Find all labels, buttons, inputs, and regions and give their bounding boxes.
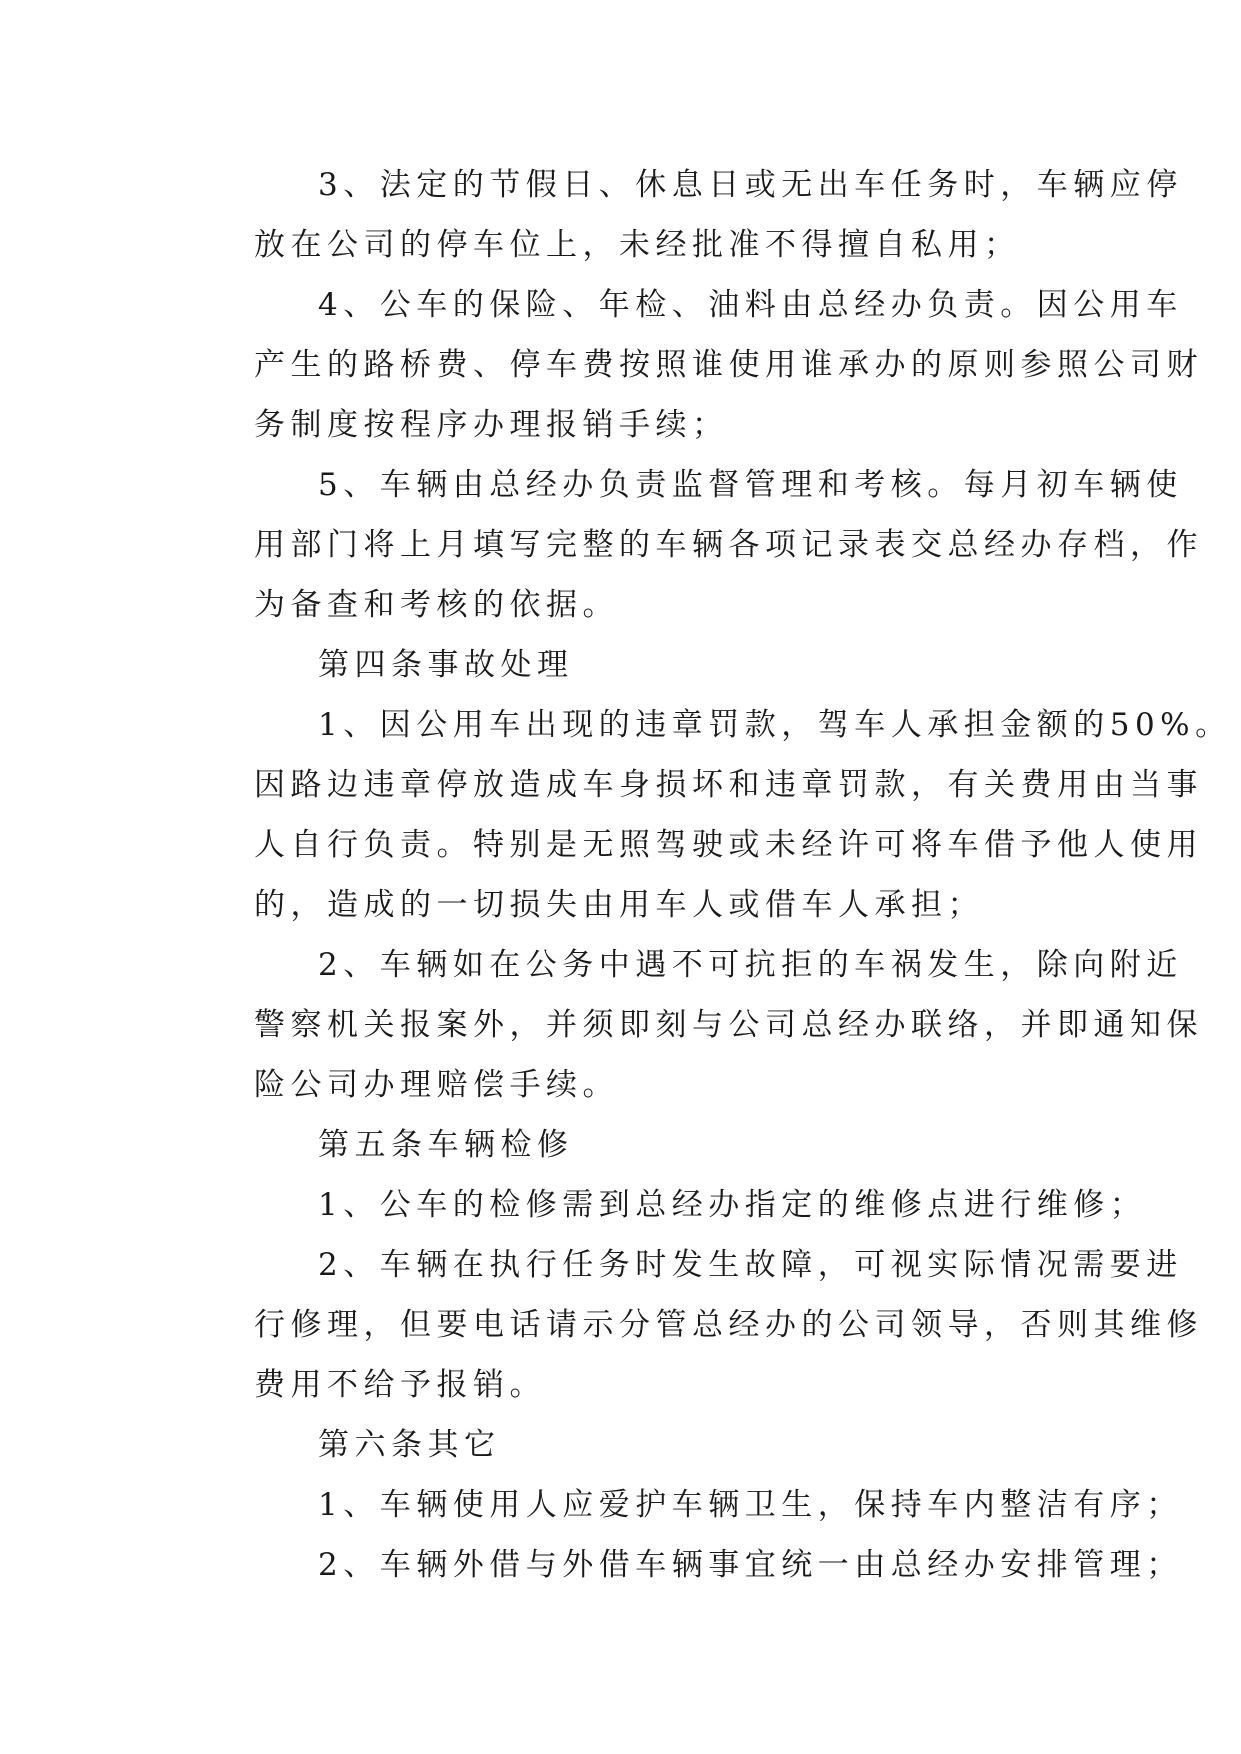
section-heading-article-6 bbox=[190, 1415, 1060, 1475]
paragraph-clause-6-1 bbox=[190, 1475, 1183, 1535]
section-heading-text: 第五条车辆检修 bbox=[318, 1127, 574, 1163]
text-line: 放在公司的停车位上，未经批准不得擅自私用； bbox=[254, 227, 1021, 263]
text-line: 因路边违章停放造成车身损坏和违章罚款，有关费用由当事 bbox=[254, 767, 1203, 803]
text-line: 警察机关报案外，并须即刻与公司总经办联络，并即通知保 bbox=[254, 1007, 1203, 1043]
text-line: 2、车辆在执行任务时发生故障，可视实际情况需要进 bbox=[318, 1247, 1183, 1283]
text-line: 1、车辆使用人应爱护车辆卫生，保持车内整洁有序； bbox=[318, 1487, 1183, 1523]
paragraph-clause-4-2 bbox=[190, 935, 1203, 1115]
text-line: 险公司办理赔偿手续。 bbox=[254, 1067, 619, 1103]
text-line: 1、因公用车出现的违章罚款，驾车人承担金额的50%。 bbox=[318, 707, 1232, 743]
paragraph-clause-3-5 bbox=[190, 455, 1203, 635]
paragraph-clause-3-4 bbox=[190, 275, 1203, 455]
text-line: 的，造成的一切损失由用车人或借车人承担； bbox=[254, 887, 984, 923]
paragraph-clause-5-1 bbox=[190, 1175, 1147, 1235]
text-line: 产生的路桥费、停车费按照谁使用谁承办的原则参照公司财 bbox=[254, 347, 1203, 383]
text-line: 费用不给予报销。 bbox=[254, 1367, 546, 1403]
text-line: 务制度按程序办理报销手续； bbox=[254, 407, 729, 443]
paragraph-clause-3-3 bbox=[190, 155, 1183, 275]
section-heading-article-4 bbox=[190, 635, 1060, 695]
paragraph-clause-4-1 bbox=[190, 695, 1232, 935]
text-line: 4、公车的保险、年检、油料由总经办负责。因公用车 bbox=[318, 287, 1183, 323]
paragraph-clause-6-2 bbox=[190, 1535, 1183, 1595]
section-heading-text: 第四条事故处理 bbox=[318, 647, 574, 683]
text-line: 2、车辆外借与外借车辆事宜统一由总经办安排管理； bbox=[318, 1547, 1183, 1583]
text-line: 行修理，但要电话请示分管总经办的公司领导，否则其维修 bbox=[254, 1307, 1203, 1343]
section-heading-text: 第六条其它 bbox=[318, 1427, 501, 1463]
text-line: 2、车辆如在公务中遇不可抗拒的车祸发生，除向附近 bbox=[318, 947, 1183, 983]
document-body bbox=[190, 155, 1232, 1595]
text-line: 用部门将上月填写完整的车辆各项记录表交总经办存档，作 bbox=[254, 527, 1203, 563]
text-line: 1、公车的检修需到总经办指定的维修点进行维修； bbox=[318, 1187, 1147, 1223]
section-heading-article-5 bbox=[190, 1115, 1060, 1175]
text-line: 3、法定的节假日、休息日或无出车任务时，车辆应停 bbox=[318, 167, 1183, 203]
text-line: 人自行负责。特别是无照驾驶或未经许可将车借予他人使用 bbox=[254, 827, 1203, 863]
paragraph-clause-5-2 bbox=[190, 1235, 1203, 1415]
text-line: 5、车辆由总经办负责监督管理和考核。每月初车辆使 bbox=[318, 467, 1183, 503]
text-line: 为备查和考核的依据。 bbox=[254, 587, 619, 623]
